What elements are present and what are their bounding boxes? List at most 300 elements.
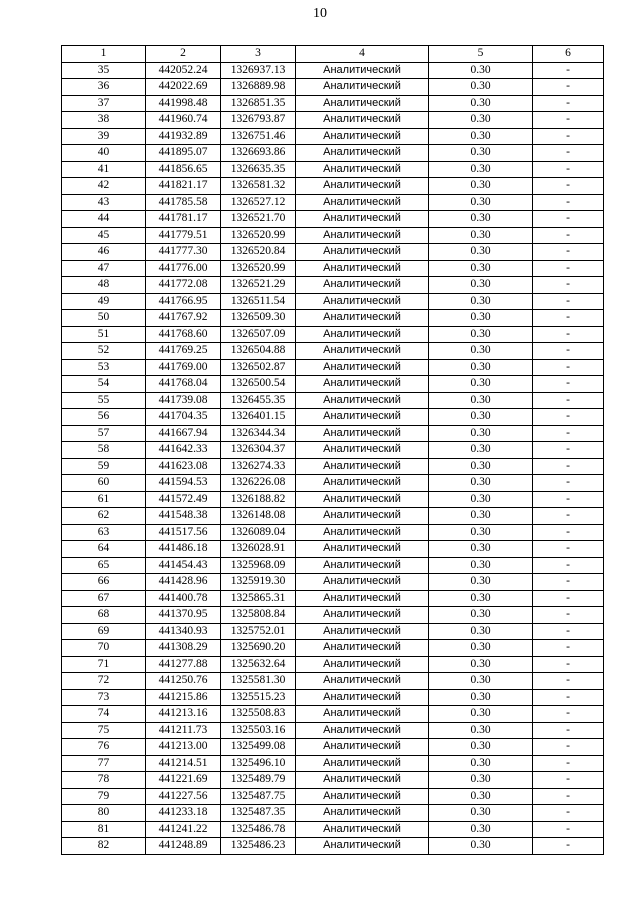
cell-x-coordinate: 441768.60 [146, 326, 221, 343]
cell-point-number: 60 [62, 475, 146, 492]
column-header: 5 [429, 46, 533, 63]
cell-note: - [533, 475, 604, 492]
table-row [62, 821, 604, 838]
cell-y-coordinate: 1326401.15 [221, 409, 296, 426]
cell-method: Аналитический [296, 310, 429, 327]
cell-x-coordinate: 441776.00 [146, 260, 221, 277]
table-row [62, 458, 604, 475]
cell-method: Аналитический [296, 145, 429, 162]
cell-x-coordinate: 441248.89 [146, 838, 221, 855]
cell-method: Аналитический [296, 244, 429, 261]
cell-point-number: 71 [62, 656, 146, 673]
cell-point-number: 62 [62, 508, 146, 525]
cell-note: - [533, 145, 604, 162]
cell-point-number: 49 [62, 293, 146, 310]
cell-y-coordinate: 1325503.16 [221, 722, 296, 739]
cell-accuracy: 0.30 [429, 227, 533, 244]
cell-note: - [533, 227, 604, 244]
cell-x-coordinate: 441739.08 [146, 392, 221, 409]
table-row [62, 211, 604, 228]
cell-accuracy: 0.30 [429, 62, 533, 79]
cell-x-coordinate: 441768.04 [146, 376, 221, 393]
table-row [62, 574, 604, 591]
cell-method: Аналитический [296, 425, 429, 442]
cell-note: - [533, 310, 604, 327]
cell-method: Аналитический [296, 673, 429, 690]
cell-accuracy: 0.30 [429, 277, 533, 294]
cell-accuracy: 0.30 [429, 458, 533, 475]
cell-y-coordinate: 1325632.64 [221, 656, 296, 673]
cell-y-coordinate: 1326500.54 [221, 376, 296, 393]
cell-x-coordinate: 441213.16 [146, 706, 221, 723]
cell-point-number: 44 [62, 211, 146, 228]
page-number: 10 [313, 6, 327, 21]
cell-note: - [533, 607, 604, 624]
cell-point-number: 65 [62, 557, 146, 574]
table-row [62, 62, 604, 79]
cell-accuracy: 0.30 [429, 607, 533, 624]
cell-y-coordinate: 1325489.79 [221, 772, 296, 789]
cell-method: Аналитический [296, 623, 429, 640]
cell-note: - [533, 689, 604, 706]
table-row [62, 425, 604, 442]
cell-note: - [533, 244, 604, 261]
cell-method: Аналитический [296, 409, 429, 426]
cell-y-coordinate: 1326520.84 [221, 244, 296, 261]
cell-point-number: 46 [62, 244, 146, 261]
cell-accuracy: 0.30 [429, 112, 533, 129]
cell-method: Аналитический [296, 62, 429, 79]
cell-y-coordinate: 1326521.29 [221, 277, 296, 294]
table-row [62, 739, 604, 756]
coordinates-table [61, 45, 604, 855]
cell-y-coordinate: 1325968.09 [221, 557, 296, 574]
cell-note: - [533, 425, 604, 442]
cell-point-number: 42 [62, 178, 146, 195]
cell-y-coordinate: 1325752.01 [221, 623, 296, 640]
cell-x-coordinate: 441785.58 [146, 194, 221, 211]
cell-point-number: 50 [62, 310, 146, 327]
cell-point-number: 75 [62, 722, 146, 739]
cell-method: Аналитический [296, 293, 429, 310]
cell-point-number: 59 [62, 458, 146, 475]
cell-accuracy: 0.30 [429, 689, 533, 706]
cell-y-coordinate: 1326581.32 [221, 178, 296, 195]
cell-point-number: 55 [62, 392, 146, 409]
cell-x-coordinate: 441769.00 [146, 359, 221, 376]
table-row [62, 640, 604, 657]
cell-y-coordinate: 1326089.04 [221, 524, 296, 541]
column-header: 6 [533, 46, 604, 63]
cell-accuracy: 0.30 [429, 557, 533, 574]
cell-x-coordinate: 441221.69 [146, 772, 221, 789]
cell-accuracy: 0.30 [429, 574, 533, 591]
cell-method: Аналитический [296, 640, 429, 657]
cell-x-coordinate: 441400.78 [146, 590, 221, 607]
table-row [62, 689, 604, 706]
table-row [62, 376, 604, 393]
cell-y-coordinate: 1326521.70 [221, 211, 296, 228]
cell-point-number: 47 [62, 260, 146, 277]
cell-y-coordinate: 1326274.33 [221, 458, 296, 475]
cell-point-number: 37 [62, 95, 146, 112]
cell-note: - [533, 359, 604, 376]
cell-accuracy: 0.30 [429, 475, 533, 492]
cell-note: - [533, 178, 604, 195]
cell-y-coordinate: 1325486.78 [221, 821, 296, 838]
cell-x-coordinate: 442022.69 [146, 79, 221, 96]
cell-method: Аналитический [296, 607, 429, 624]
cell-y-coordinate: 1326502.87 [221, 359, 296, 376]
table-row [62, 194, 604, 211]
cell-note: - [533, 508, 604, 525]
cell-y-coordinate: 1325496.10 [221, 755, 296, 772]
cell-y-coordinate: 1326520.99 [221, 227, 296, 244]
table-row [62, 293, 604, 310]
cell-method: Аналитический [296, 574, 429, 591]
cell-method: Аналитический [296, 227, 429, 244]
cell-accuracy: 0.30 [429, 194, 533, 211]
table-row [62, 227, 604, 244]
cell-method: Аналитический [296, 805, 429, 822]
cell-y-coordinate: 1325508.83 [221, 706, 296, 723]
cell-method: Аналитический [296, 260, 429, 277]
cell-note: - [533, 574, 604, 591]
cell-accuracy: 0.30 [429, 95, 533, 112]
table-row [62, 145, 604, 162]
cell-point-number: 76 [62, 739, 146, 756]
cell-y-coordinate: 1326226.08 [221, 475, 296, 492]
cell-method: Аналитический [296, 277, 429, 294]
cell-x-coordinate: 441428.96 [146, 574, 221, 591]
cell-point-number: 53 [62, 359, 146, 376]
cell-method: Аналитический [296, 112, 429, 129]
table-row [62, 326, 604, 343]
cell-point-number: 39 [62, 128, 146, 145]
cell-x-coordinate: 441594.53 [146, 475, 221, 492]
cell-note: - [533, 656, 604, 673]
table-row [62, 178, 604, 195]
cell-method: Аналитический [296, 178, 429, 195]
cell-x-coordinate: 441642.33 [146, 442, 221, 459]
cell-note: - [533, 541, 604, 558]
cell-x-coordinate: 441667.94 [146, 425, 221, 442]
table-row [62, 475, 604, 492]
cell-method: Аналитический [296, 343, 429, 360]
cell-point-number: 58 [62, 442, 146, 459]
cell-accuracy: 0.30 [429, 739, 533, 756]
column-header: 2 [146, 46, 221, 63]
cell-y-coordinate: 1326751.46 [221, 128, 296, 145]
cell-note: - [533, 376, 604, 393]
cell-x-coordinate: 441370.95 [146, 607, 221, 624]
cell-x-coordinate: 441454.43 [146, 557, 221, 574]
table-header-row [62, 46, 604, 63]
cell-accuracy: 0.30 [429, 755, 533, 772]
cell-note: - [533, 788, 604, 805]
cell-method: Аналитический [296, 458, 429, 475]
table-row [62, 260, 604, 277]
table-row [62, 359, 604, 376]
cell-method: Аналитический [296, 128, 429, 145]
cell-accuracy: 0.30 [429, 211, 533, 228]
cell-note: - [533, 722, 604, 739]
cell-y-coordinate: 1326188.82 [221, 491, 296, 508]
cell-point-number: 51 [62, 326, 146, 343]
cell-point-number: 57 [62, 425, 146, 442]
cell-y-coordinate: 1325865.31 [221, 590, 296, 607]
cell-accuracy: 0.30 [429, 376, 533, 393]
cell-x-coordinate: 441960.74 [146, 112, 221, 129]
cell-y-coordinate: 1326148.08 [221, 508, 296, 525]
cell-y-coordinate: 1326511.54 [221, 293, 296, 310]
table-row [62, 508, 604, 525]
cell-accuracy: 0.30 [429, 161, 533, 178]
cell-point-number: 38 [62, 112, 146, 129]
cell-method: Аналитический [296, 656, 429, 673]
cell-point-number: 43 [62, 194, 146, 211]
table-row [62, 706, 604, 723]
table-row [62, 112, 604, 129]
cell-note: - [533, 95, 604, 112]
cell-y-coordinate: 1326028.91 [221, 541, 296, 558]
cell-accuracy: 0.30 [429, 656, 533, 673]
cell-x-coordinate: 441227.56 [146, 788, 221, 805]
cell-method: Аналитический [296, 491, 429, 508]
cell-y-coordinate: 1326509.30 [221, 310, 296, 327]
cell-note: - [533, 293, 604, 310]
cell-x-coordinate: 441895.07 [146, 145, 221, 162]
cell-x-coordinate: 441241.22 [146, 821, 221, 838]
cell-x-coordinate: 441821.17 [146, 178, 221, 195]
cell-accuracy: 0.30 [429, 838, 533, 855]
cell-method: Аналитический [296, 541, 429, 558]
cell-accuracy: 0.30 [429, 508, 533, 525]
cell-point-number: 45 [62, 227, 146, 244]
cell-y-coordinate: 1325486.23 [221, 838, 296, 855]
cell-accuracy: 0.30 [429, 442, 533, 459]
cell-method: Аналитический [296, 524, 429, 541]
cell-point-number: 81 [62, 821, 146, 838]
cell-note: - [533, 755, 604, 772]
cell-method: Аналитический [296, 557, 429, 574]
cell-y-coordinate: 1326635.35 [221, 161, 296, 178]
cell-x-coordinate: 441250.76 [146, 673, 221, 690]
cell-y-coordinate: 1325690.20 [221, 640, 296, 657]
cell-y-coordinate: 1325581.30 [221, 673, 296, 690]
table-row [62, 244, 604, 261]
cell-accuracy: 0.30 [429, 623, 533, 640]
cell-note: - [533, 772, 604, 789]
cell-note: - [533, 706, 604, 723]
cell-y-coordinate: 1326851.35 [221, 95, 296, 112]
cell-x-coordinate: 441211.73 [146, 722, 221, 739]
cell-method: Аналитический [296, 211, 429, 228]
cell-point-number: 64 [62, 541, 146, 558]
cell-y-coordinate: 1325808.84 [221, 607, 296, 624]
cell-point-number: 52 [62, 343, 146, 360]
cell-accuracy: 0.30 [429, 409, 533, 426]
cell-x-coordinate: 441781.17 [146, 211, 221, 228]
cell-y-coordinate: 1325487.75 [221, 788, 296, 805]
cell-method: Аналитический [296, 821, 429, 838]
cell-y-coordinate: 1326937.13 [221, 62, 296, 79]
cell-accuracy: 0.30 [429, 145, 533, 162]
cell-note: - [533, 640, 604, 657]
cell-point-number: 40 [62, 145, 146, 162]
cell-method: Аналитический [296, 722, 429, 739]
cell-y-coordinate: 1326304.37 [221, 442, 296, 459]
cell-y-coordinate: 1326793.87 [221, 112, 296, 129]
table-row [62, 541, 604, 558]
table-row [62, 590, 604, 607]
cell-note: - [533, 277, 604, 294]
cell-note: - [533, 112, 604, 129]
table-row [62, 79, 604, 96]
cell-y-coordinate: 1326693.86 [221, 145, 296, 162]
cell-note: - [533, 194, 604, 211]
cell-note: - [533, 161, 604, 178]
cell-accuracy: 0.30 [429, 805, 533, 822]
cell-x-coordinate: 441998.48 [146, 95, 221, 112]
table-row [62, 409, 604, 426]
cell-note: - [533, 392, 604, 409]
table-row [62, 788, 604, 805]
cell-note: - [533, 590, 604, 607]
cell-accuracy: 0.30 [429, 128, 533, 145]
cell-method: Аналитический [296, 95, 429, 112]
cell-accuracy: 0.30 [429, 491, 533, 508]
cell-x-coordinate: 441213.00 [146, 739, 221, 756]
cell-point-number: 82 [62, 838, 146, 855]
cell-method: Аналитический [296, 706, 429, 723]
cell-note: - [533, 326, 604, 343]
cell-accuracy: 0.30 [429, 541, 533, 558]
cell-x-coordinate: 441215.86 [146, 689, 221, 706]
table-row [62, 128, 604, 145]
column-header: 3 [221, 46, 296, 63]
cell-y-coordinate: 1325499.08 [221, 739, 296, 756]
cell-y-coordinate: 1325515.23 [221, 689, 296, 706]
cell-method: Аналитический [296, 376, 429, 393]
table-row [62, 491, 604, 508]
cell-point-number: 54 [62, 376, 146, 393]
cell-x-coordinate: 441486.18 [146, 541, 221, 558]
cell-accuracy: 0.30 [429, 673, 533, 690]
cell-x-coordinate: 441772.08 [146, 277, 221, 294]
cell-note: - [533, 211, 604, 228]
cell-point-number: 80 [62, 805, 146, 822]
cell-accuracy: 0.30 [429, 310, 533, 327]
cell-accuracy: 0.30 [429, 788, 533, 805]
cell-method: Аналитический [296, 755, 429, 772]
cell-note: - [533, 458, 604, 475]
cell-accuracy: 0.30 [429, 706, 533, 723]
cell-point-number: 70 [62, 640, 146, 657]
cell-x-coordinate: 441548.38 [146, 508, 221, 525]
cell-x-coordinate: 441767.92 [146, 310, 221, 327]
cell-note: - [533, 821, 604, 838]
cell-y-coordinate: 1326520.99 [221, 260, 296, 277]
cell-accuracy: 0.30 [429, 79, 533, 96]
cell-accuracy: 0.30 [429, 772, 533, 789]
cell-x-coordinate: 441777.30 [146, 244, 221, 261]
cell-x-coordinate: 441769.25 [146, 343, 221, 360]
cell-method: Аналитический [296, 161, 429, 178]
cell-x-coordinate: 441623.08 [146, 458, 221, 475]
cell-y-coordinate: 1326455.35 [221, 392, 296, 409]
table-row [62, 442, 604, 459]
table-row [62, 805, 604, 822]
cell-note: - [533, 442, 604, 459]
cell-method: Аналитический [296, 590, 429, 607]
cell-accuracy: 0.30 [429, 359, 533, 376]
table-row [62, 310, 604, 327]
column-header: 4 [296, 46, 429, 63]
table-row [62, 277, 604, 294]
cell-method: Аналитический [296, 326, 429, 343]
cell-x-coordinate: 441308.29 [146, 640, 221, 657]
cell-x-coordinate: 442052.24 [146, 62, 221, 79]
table-row [62, 722, 604, 739]
cell-note: - [533, 491, 604, 508]
cell-x-coordinate: 441704.35 [146, 409, 221, 426]
cell-x-coordinate: 441340.93 [146, 623, 221, 640]
cell-point-number: 78 [62, 772, 146, 789]
cell-method: Аналитический [296, 689, 429, 706]
cell-y-coordinate: 1326504.88 [221, 343, 296, 360]
cell-accuracy: 0.30 [429, 722, 533, 739]
table-row [62, 161, 604, 178]
cell-accuracy: 0.30 [429, 425, 533, 442]
cell-method: Аналитический [296, 508, 429, 525]
cell-method: Аналитический [296, 359, 429, 376]
cell-point-number: 35 [62, 62, 146, 79]
cell-note: - [533, 673, 604, 690]
cell-accuracy: 0.30 [429, 244, 533, 261]
cell-method: Аналитический [296, 772, 429, 789]
cell-note: - [533, 409, 604, 426]
cell-point-number: 73 [62, 689, 146, 706]
cell-method: Аналитический [296, 788, 429, 805]
cell-x-coordinate: 441214.51 [146, 755, 221, 772]
cell-point-number: 72 [62, 673, 146, 690]
cell-note: - [533, 739, 604, 756]
table-row [62, 95, 604, 112]
cell-y-coordinate: 1326889.98 [221, 79, 296, 96]
cell-y-coordinate: 1326527.12 [221, 194, 296, 211]
cell-y-coordinate: 1325919.30 [221, 574, 296, 591]
cell-note: - [533, 557, 604, 574]
cell-accuracy: 0.30 [429, 326, 533, 343]
cell-note: - [533, 260, 604, 277]
cell-method: Аналитический [296, 79, 429, 96]
cell-note: - [533, 805, 604, 822]
cell-x-coordinate: 441572.49 [146, 491, 221, 508]
table-row [62, 656, 604, 673]
cell-x-coordinate: 441932.89 [146, 128, 221, 145]
table-row [62, 772, 604, 789]
cell-note: - [533, 128, 604, 145]
cell-method: Аналитический [296, 739, 429, 756]
cell-accuracy: 0.30 [429, 821, 533, 838]
table-row [62, 392, 604, 409]
cell-accuracy: 0.30 [429, 293, 533, 310]
cell-point-number: 79 [62, 788, 146, 805]
cell-y-coordinate: 1326507.09 [221, 326, 296, 343]
cell-point-number: 63 [62, 524, 146, 541]
cell-point-number: 69 [62, 623, 146, 640]
